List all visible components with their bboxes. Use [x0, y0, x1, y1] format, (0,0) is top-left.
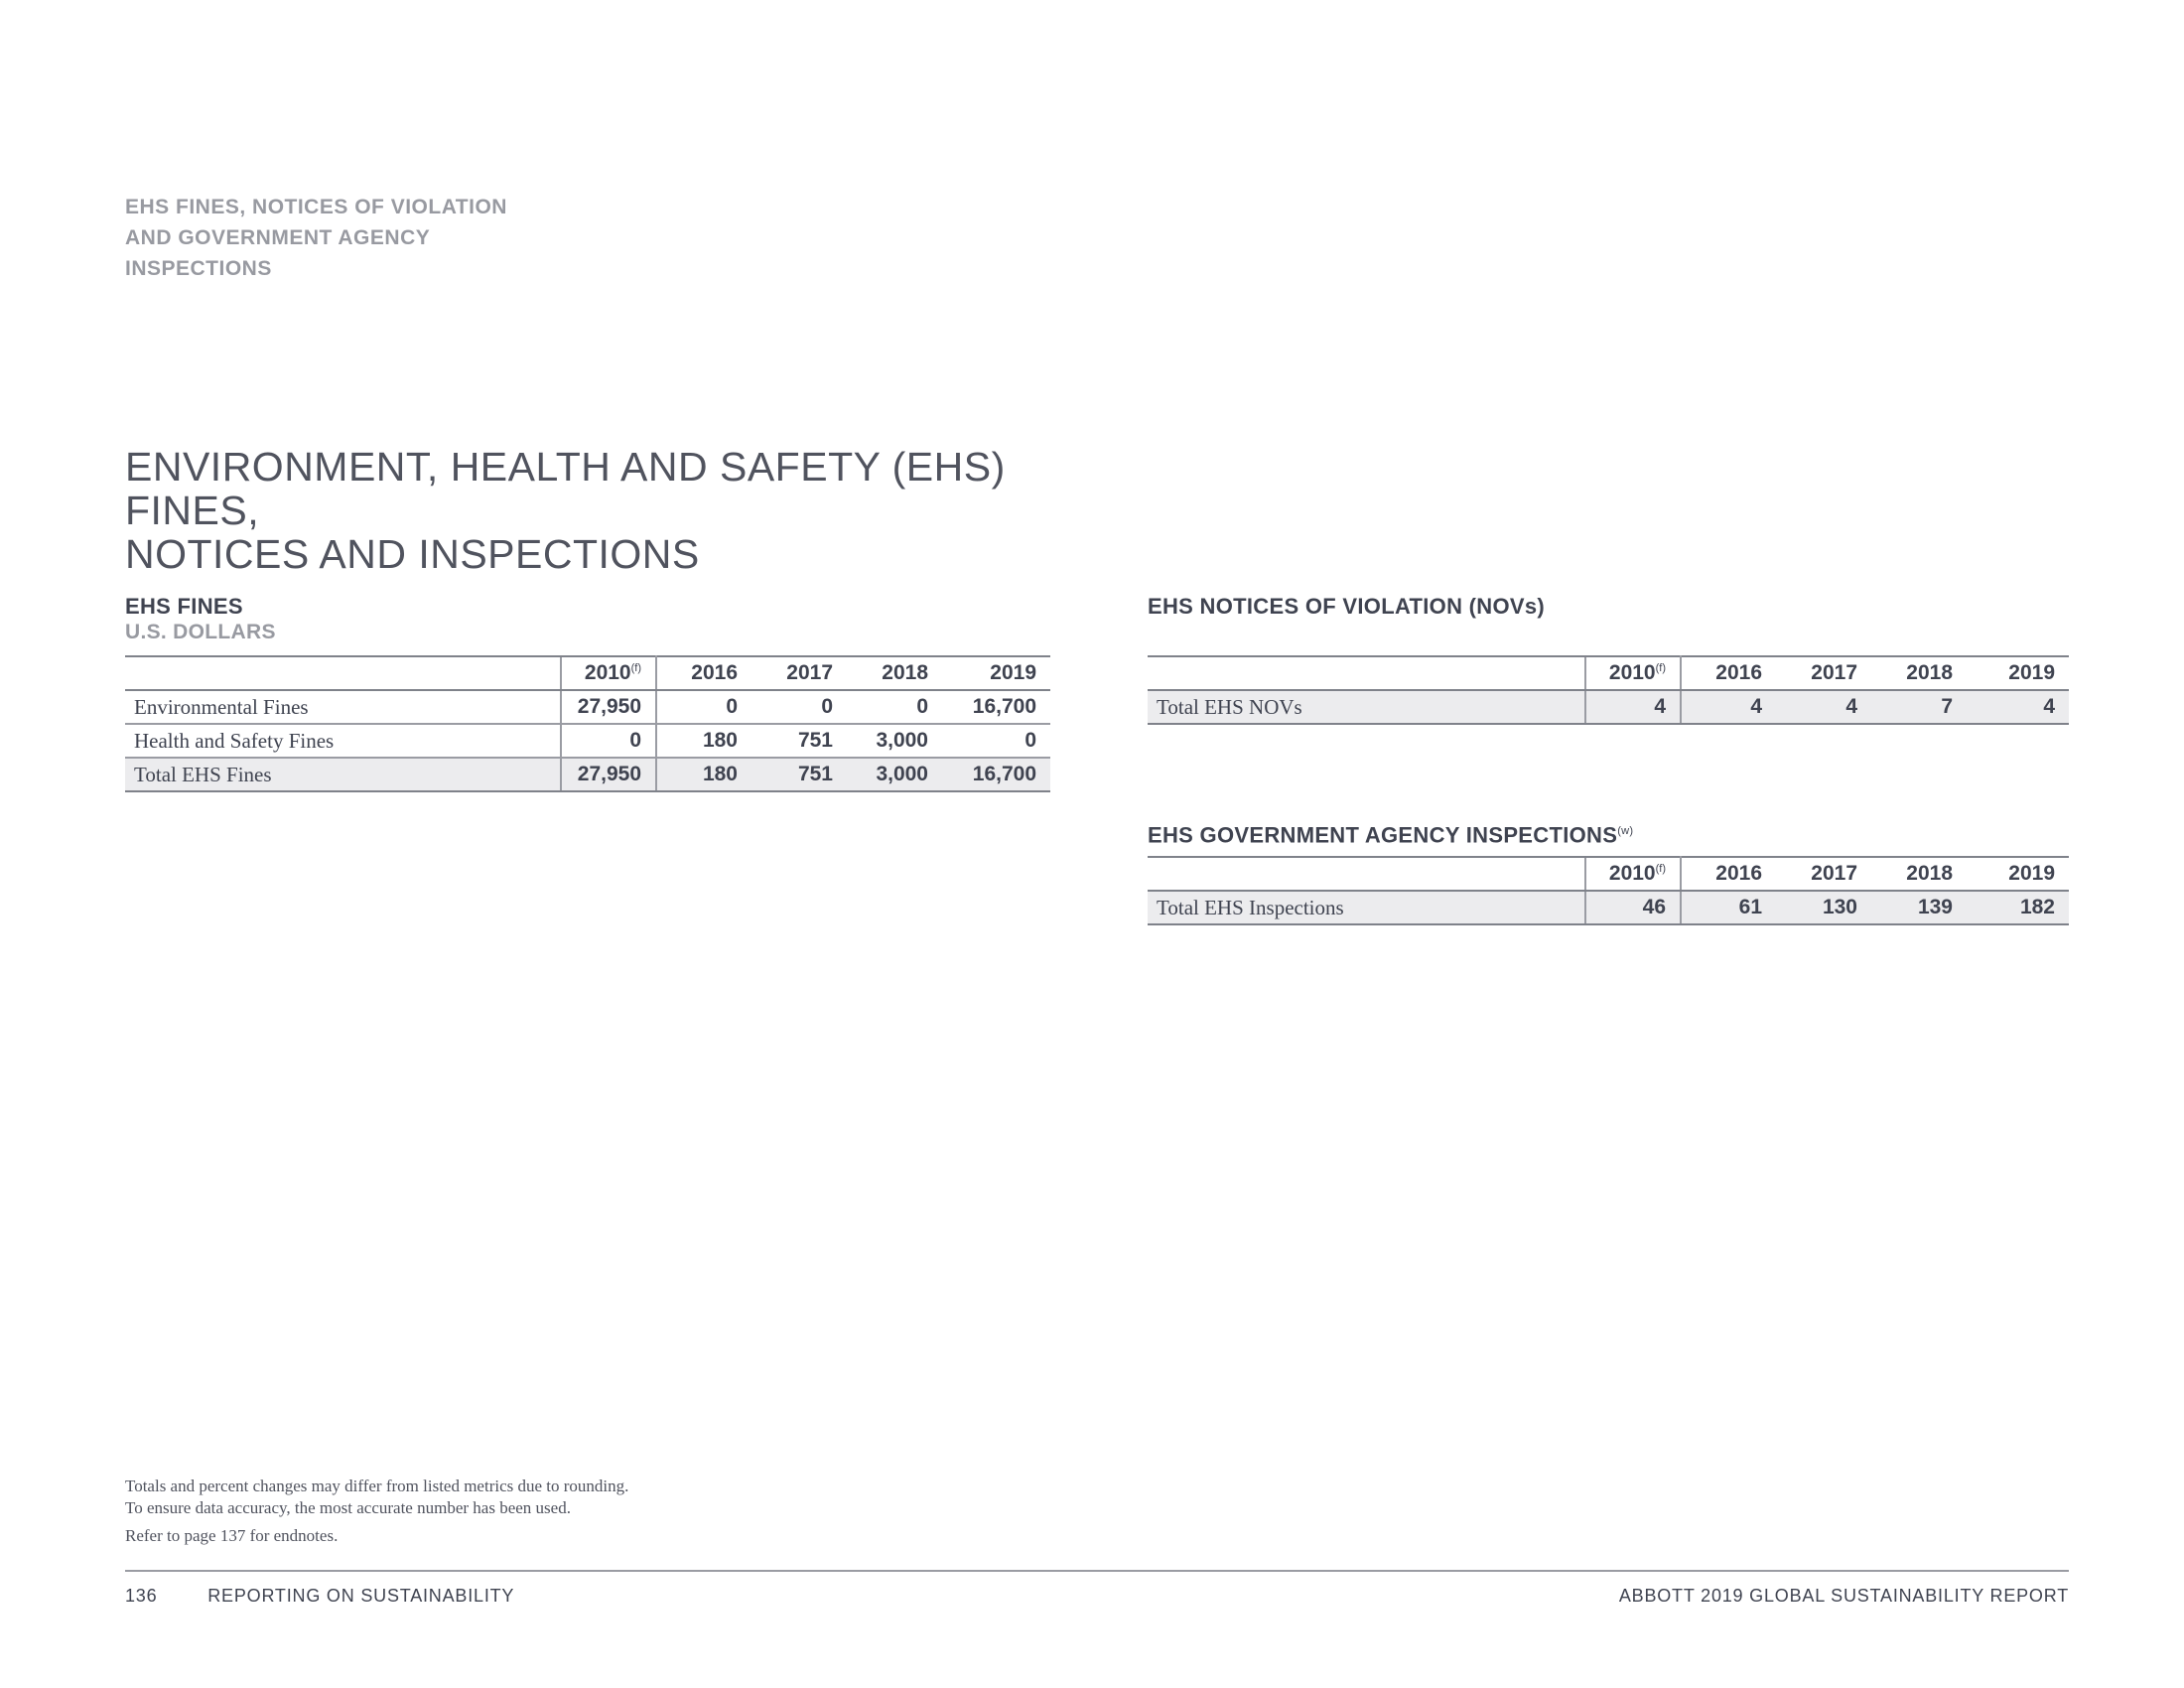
ehs-inspections-title: EHS GOVERNMENT AGENCY INSPECTIONS$^{(w)}$ — [1148, 822, 1634, 848]
table-cell: 0 — [847, 690, 942, 724]
ehs-fines-table — [125, 655, 1050, 792]
page-title-line-2: NOTICES AND INSPECTIONS — [125, 531, 700, 577]
table-header-year: 2018 — [1871, 857, 1967, 891]
table-cell: 0 — [561, 724, 656, 758]
table-cell: 130 — [1776, 891, 1871, 924]
table-header-year: 2016 — [656, 656, 751, 690]
table-cell: 751 — [751, 758, 847, 791]
ehs-inspections-table — [1148, 856, 2069, 925]
table-header-year: 2017 — [1776, 857, 1871, 891]
table-cell: 0 — [942, 724, 1050, 758]
table-cell: 182 — [1967, 891, 2069, 924]
footer-divider — [125, 1570, 2069, 1572]
table-cell: 0 — [656, 690, 751, 724]
table-total-row — [1148, 891, 2069, 924]
row-label: Environmental Fines — [125, 690, 561, 724]
table-header-year: 2019 — [1967, 857, 2069, 891]
table-header-label — [1148, 857, 1585, 891]
table-cell: 46 — [1585, 891, 1681, 924]
ehs-fines-subtitle: U.S. DOLLARS — [125, 621, 276, 643]
table-total-row — [125, 758, 1050, 791]
table-cell: 4 — [1967, 690, 2069, 724]
table-cell: 7 — [1871, 690, 1967, 724]
ehs-fines-block — [125, 594, 1050, 792]
table-row — [125, 724, 1050, 758]
table-cell: 61 — [1681, 891, 1776, 924]
table-header-year: 2017 — [1776, 656, 1871, 690]
table-cell: 0 — [751, 690, 847, 724]
table-cell: 3,000 — [847, 758, 942, 791]
table-header-row — [125, 656, 1050, 690]
table-cell: 4 — [1681, 690, 1776, 724]
table-header-year: 2016 — [1681, 857, 1776, 891]
table-header-year: 2010$^{(f)}$ — [561, 656, 656, 690]
table-header-year: 2019 — [1967, 656, 2069, 690]
footnote-marker: (w) — [1617, 825, 1634, 837]
footnotes — [125, 1476, 919, 1547]
table-header-year: 2016 — [1681, 656, 1776, 690]
ehs-novs-title: EHS NOTICES OF VIOLATION (NOVs) — [1148, 594, 1546, 619]
footnote-endnotes-ref: Refer to page 137 for endnotes. — [125, 1526, 339, 1545]
table-cell: 16,700 — [942, 690, 1050, 724]
table-cell: 180 — [656, 758, 751, 791]
table-header-row — [1148, 857, 2069, 891]
table-header-row — [1148, 656, 2069, 690]
table-cell: 139 — [1871, 891, 1967, 924]
table-cell: 27,950 — [561, 690, 656, 724]
footer-left — [125, 1585, 514, 1607]
page-number: 136 — [125, 1586, 158, 1606]
footnote-line: Totals and percent changes may differ from listed metrics due to rounding. — [125, 1477, 629, 1495]
table-cell: 16,700 — [942, 758, 1050, 791]
footer-report-title: ABBOTT 2019 GLOBAL SUSTAINABILITY REPORT — [1618, 1586, 2069, 1606]
table-cell: 27,950 — [561, 758, 656, 791]
table-header-year: 2019 — [942, 656, 1050, 690]
table-cell: 751 — [751, 724, 847, 758]
page-title — [125, 445, 1118, 576]
table-cell: 180 — [656, 724, 751, 758]
table-header-year: 2010$^{(f)}$ — [1585, 857, 1681, 891]
ehs-inspections-block — [1148, 818, 2069, 925]
table-header-year: 2018 — [847, 656, 942, 690]
table-cell: 3,000 — [847, 724, 942, 758]
ehs-fines-title: EHS FINES — [125, 594, 243, 619]
table-cell: 4 — [1585, 690, 1681, 724]
table-header-year: 2018 — [1871, 656, 1967, 690]
table-header-year: 2010$^{(f)}$ — [1585, 656, 1681, 690]
ehs-novs-block — [1148, 594, 2069, 725]
table-header-label — [1148, 656, 1585, 690]
footnote-line: To ensure data accuracy, the most accurate number has been used. — [125, 1498, 571, 1517]
section-label: EHS FINES, NOTICES OF VIOLATION AND GOVERNMENT AGENCY INSPECTIONS — [125, 196, 507, 280]
table-header-label — [125, 656, 561, 690]
table-header-year: 2017 — [751, 656, 847, 690]
table-row — [125, 690, 1050, 724]
page-title-line-1: ENVIRONMENT, HEALTH AND SAFETY (EHS) FINES, — [125, 444, 1006, 533]
row-label: Total EHS Fines — [125, 758, 561, 791]
table-cell: 4 — [1776, 690, 1871, 724]
footer-section: REPORTING ON SUSTAINABILITY — [207, 1586, 515, 1606]
ehs-novs-table — [1148, 655, 2069, 725]
row-label: Total EHS NOVs — [1148, 690, 1585, 724]
row-label: Total EHS Inspections — [1148, 891, 1585, 924]
row-label: Health and Safety Fines — [125, 724, 561, 758]
table-total-row — [1148, 690, 2069, 724]
